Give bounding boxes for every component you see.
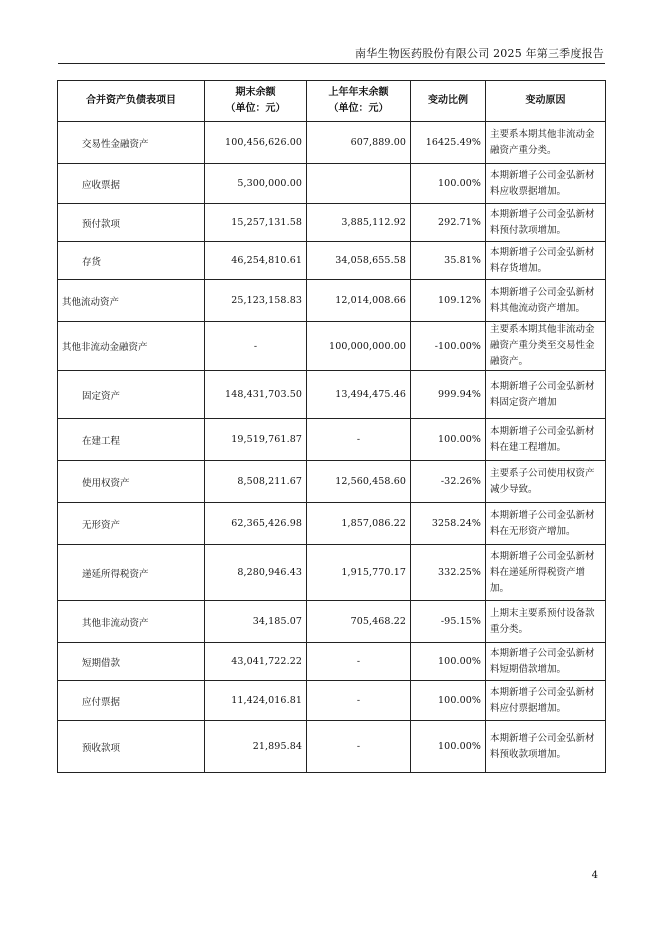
- table-row: [58, 122, 606, 164]
- row-change-reason: 本期新增子公司金弘新材料在建工程增加。: [486, 419, 606, 461]
- row-prior-balance: 3,885,112.92: [307, 204, 411, 242]
- row-end-balance: 100,456,626.00: [205, 122, 307, 164]
- column-header-reason: 变动原因: [486, 81, 606, 122]
- row-change-ratio: 3258.24%: [411, 503, 486, 545]
- row-end-balance: 11,424,016.81: [205, 681, 307, 721]
- table-row: [58, 419, 606, 461]
- row-item-name: 交易性金融资产: [58, 122, 205, 164]
- row-end-balance: 8,508,211.67: [205, 461, 307, 503]
- header-divider: [58, 63, 605, 64]
- table-row: [58, 371, 606, 419]
- table-row: [58, 601, 606, 643]
- row-change-reason: 主要系本期其他非流动金融资产重分类至交易性金融资产。: [486, 322, 606, 371]
- table-row: [58, 721, 606, 773]
- row-item-name: 使用权资产: [58, 461, 205, 503]
- row-change-ratio: 35.81%: [411, 242, 486, 280]
- row-change-reason: 本期新增子公司金弘新材料固定资产增加: [486, 371, 606, 419]
- row-end-balance: 15,257,131.58: [205, 204, 307, 242]
- row-item-name: 预收款项: [58, 721, 205, 773]
- row-change-reason: 本期新增子公司金弘新材料其他流动资产增加。: [486, 280, 606, 322]
- row-item-name: 应付票据: [58, 681, 205, 721]
- row-change-reason: 主要系子公司使用权资产减少导致。: [486, 461, 606, 503]
- column-header-item: 合并资产负债表项目: [58, 81, 205, 122]
- row-item-name: 无形资产: [58, 503, 205, 545]
- row-item-name: 预付款项: [58, 204, 205, 242]
- table-row: [58, 322, 606, 371]
- row-change-reason: 本期新增子公司金弘新材料预付款项增加。: [486, 204, 606, 242]
- row-prior-balance: 12,014,008.66: [307, 280, 411, 322]
- row-prior-balance: 34,058,655.58: [307, 242, 411, 280]
- balance-sheet-changes-table: [57, 80, 606, 773]
- row-prior-balance: 1,857,086.22: [307, 503, 411, 545]
- row-prior-balance: 13,494,475.46: [307, 371, 411, 419]
- column-header-change-ratio: 变动比例: [411, 81, 486, 122]
- row-prior-balance: -: [307, 419, 411, 461]
- row-prior-balance: -: [307, 681, 411, 721]
- row-change-ratio: 999.94%: [411, 371, 486, 419]
- row-change-ratio: 292.71%: [411, 204, 486, 242]
- row-item-name: 在建工程: [58, 419, 205, 461]
- row-item-name: 其他流动资产: [58, 280, 205, 322]
- row-change-reason: 本期新增子公司金弘新材料在无形资产增加。: [486, 503, 606, 545]
- row-change-reason: 本期新增子公司金弘新材料预收款项增加。: [486, 721, 606, 773]
- row-change-reason: 本期新增子公司金弘新材料存货增加。: [486, 242, 606, 280]
- row-end-balance: 34,185.07: [205, 601, 307, 643]
- row-change-ratio: -100.00%: [411, 322, 486, 371]
- row-prior-balance: 705,468.22: [307, 601, 411, 643]
- table-row: [58, 204, 606, 242]
- row-change-reason: 本期新增子公司金弘新材料短期借款增加。: [486, 643, 606, 681]
- table-row: [58, 242, 606, 280]
- row-item-name: 其他非流动资产: [58, 601, 205, 643]
- table-row: [58, 643, 606, 681]
- row-end-balance: 43,041,722.22: [205, 643, 307, 681]
- row-change-reason: 本期新增子公司金弘新材料在递延所得税资产增加。: [486, 545, 606, 601]
- row-prior-balance: -: [307, 721, 411, 773]
- row-change-ratio: -95.15%: [411, 601, 486, 643]
- row-end-balance: 148,431,703.50: [205, 371, 307, 419]
- row-item-name: 应收票据: [58, 164, 205, 204]
- table-row: [58, 503, 606, 545]
- row-change-ratio: 100.00%: [411, 681, 486, 721]
- table-row: [58, 545, 606, 601]
- row-change-reason: 主要系本期其他非流动金融资产重分类。: [486, 122, 606, 164]
- row-end-balance: 46,254,810.61: [205, 242, 307, 280]
- row-end-balance: 5,300,000.00: [205, 164, 307, 204]
- row-item-name: 短期借款: [58, 643, 205, 681]
- row-prior-balance: [307, 164, 411, 204]
- table-row: [58, 164, 606, 204]
- row-change-ratio: 100.00%: [411, 164, 486, 204]
- row-prior-balance: 1,915,770.17: [307, 545, 411, 601]
- row-change-ratio: 100.00%: [411, 643, 486, 681]
- table-row: [58, 681, 606, 721]
- row-change-ratio: 332.25%: [411, 545, 486, 601]
- row-item-name: 固定资产: [58, 371, 205, 419]
- row-prior-balance: 100,000,000.00: [307, 322, 411, 371]
- row-change-reason: 本期新增子公司金弘新材料应付票据增加。: [486, 681, 606, 721]
- column-header-prior-balance: 上年年末余额 （单位：元）: [307, 81, 411, 122]
- row-end-balance: -: [205, 322, 307, 371]
- row-change-ratio: 109.12%: [411, 280, 486, 322]
- table-row: [58, 461, 606, 503]
- row-end-balance: 62,365,426.98: [205, 503, 307, 545]
- table-row: [58, 280, 606, 322]
- row-end-balance: 8,280,946.43: [205, 545, 307, 601]
- row-change-reason: 上期末主要系预付设备款重分类。: [486, 601, 606, 643]
- row-end-balance: 21,895.84: [205, 721, 307, 773]
- table-header-row: [58, 81, 606, 122]
- row-change-reason: 本期新增子公司金弘新材料应收票据增加。: [486, 164, 606, 204]
- row-change-ratio: 100.00%: [411, 721, 486, 773]
- row-change-ratio: 16425.49%: [411, 122, 486, 164]
- row-item-name: 其他非流动金融资产: [58, 322, 205, 371]
- page-number: 4: [591, 870, 598, 881]
- row-prior-balance: 607,889.00: [307, 122, 411, 164]
- column-header-end-balance: 期末余额 （单位：元）: [205, 81, 307, 122]
- row-end-balance: 25,123,158.83: [205, 280, 307, 322]
- row-end-balance: 19,519,761.87: [205, 419, 307, 461]
- row-change-ratio: 100.00%: [411, 419, 486, 461]
- row-item-name: 递延所得税资产: [58, 545, 205, 601]
- row-prior-balance: -: [307, 643, 411, 681]
- row-item-name: 存货: [58, 242, 205, 280]
- row-change-ratio: -32.26%: [411, 461, 486, 503]
- report-header-title: 南华生物医药股份有限公司 2025 年第三季度报告: [355, 47, 604, 60]
- row-prior-balance: 12,560,458.60: [307, 461, 411, 503]
